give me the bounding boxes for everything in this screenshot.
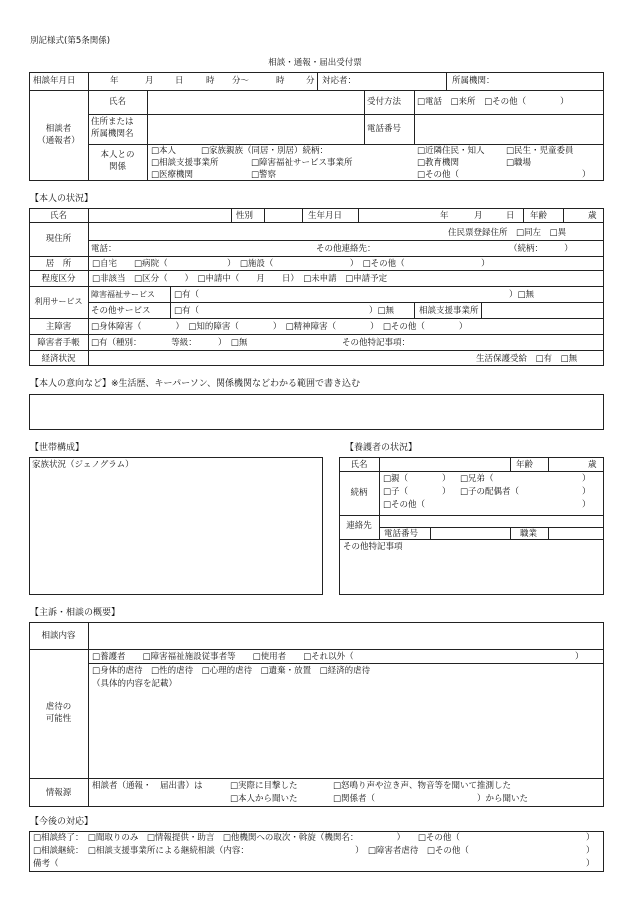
special-notes-label: その他特記事項： xyxy=(342,338,411,348)
address-label: 住所または xyxy=(91,117,134,127)
source-lead: 相談者（通報・ 届出書）は xyxy=(92,781,203,791)
relation-label-2: 関係 xyxy=(108,162,126,172)
relation-family[interactable]: □家族親族（同居・別居）続柄： xyxy=(201,146,329,156)
date-unit-hour: 時 xyxy=(206,76,215,86)
welfare-receipt[interactable]: 生活保護受給 □有 □無 xyxy=(476,354,578,364)
source-from-person[interactable]: □本人から聞いた xyxy=(230,794,298,804)
guardian-rel-child[interactable]: □子（ ） xyxy=(383,487,451,497)
relation-education[interactable]: □教育機関 xyxy=(417,158,460,168)
section-person: 【本人の状況】 xyxy=(30,194,94,204)
guardian-rel-sibling-close: ） xyxy=(582,474,591,484)
person-contact-relation: （続柄： ） xyxy=(509,244,573,254)
support-office-label: 相談支援事業所 xyxy=(419,306,479,316)
guardian-relation-label: 続柄 xyxy=(350,488,368,498)
genogram-label: 家族状況（ジェノグラム） xyxy=(32,460,134,470)
guardian-age-unit: 歳 xyxy=(588,460,597,470)
svc-other-label: その他サービス xyxy=(91,306,151,316)
form-title: 相談・通報・届出受付票 xyxy=(268,58,362,68)
relation-medical[interactable]: □医療機関 xyxy=(151,170,194,180)
guardian-job-label: 職業 xyxy=(520,529,538,539)
handbook-label: 障害者手帳 xyxy=(37,338,80,348)
person-phone-label: 電話： xyxy=(91,244,117,254)
future-remarks[interactable]: 備考（ xyxy=(33,859,59,869)
relation-support-office[interactable]: □相談支援事業所 xyxy=(151,158,219,168)
birth-unit-month: 月 xyxy=(474,211,483,221)
handler-label: 対応者： xyxy=(322,76,357,86)
guardian-name-label: 氏名 xyxy=(350,460,368,470)
registered-address[interactable]: 住民票登録住所 □同左 □異 xyxy=(448,228,567,238)
future-remarks-close: ） xyxy=(586,859,595,869)
relation-other-close: ） xyxy=(582,170,591,180)
guardian-rel-sibling[interactable]: □兄弟（ xyxy=(460,474,494,484)
abuser-options-close: ） xyxy=(575,652,584,662)
phone-label: 電話番号 xyxy=(367,124,402,134)
person-birth-label: 生年月日 xyxy=(308,211,343,221)
relation-self[interactable]: □本人 xyxy=(151,146,177,156)
future-end-options[interactable]: □相談終了： □聞取りのみ □情報提供・助言 □他機関への取次・斡旋（機関名： ） □その他（ xyxy=(33,833,460,843)
relation-police[interactable]: □警察 xyxy=(251,170,277,180)
abuse-possibility-label: 虐待の xyxy=(45,702,72,712)
section-household: 【世帯構成】 xyxy=(30,443,85,453)
person-other-contact-label: その他連絡先： xyxy=(316,244,376,254)
date-unit-hour-to: 時 xyxy=(276,76,285,86)
consultant-name-label: 氏名 xyxy=(108,97,126,107)
abuse-type-options[interactable]: □身体的虐待 □性的虐待 □心理的虐待 □遺棄・放置 □経済的虐待 xyxy=(92,666,371,676)
guardian-rel-other[interactable]: □その他（ xyxy=(383,500,426,510)
residence-options[interactable]: □自宅 □病院（ ） □施設（ ） □その他（ ） xyxy=(92,259,490,269)
disability-options[interactable]: □身体障害（ ） □知的障害（ ） □精神障害（ ） □その他（ ） xyxy=(91,322,468,332)
person-sex-label: 性別 xyxy=(236,211,254,221)
form-number: 別記様式(第5条関係) xyxy=(30,36,111,46)
handbook-options[interactable]: □有（種別： 等級： ） □無 xyxy=(91,338,248,348)
economic-label: 経済状況 xyxy=(41,354,76,364)
future-continue-close: ） xyxy=(586,846,595,856)
source-witnessed[interactable]: □実際に目撃した xyxy=(230,781,298,791)
guardian-rel-other-close: ） xyxy=(582,500,591,510)
relation-workplace[interactable]: □職場 xyxy=(506,158,532,168)
source-heard-sounds[interactable]: □怒鳴り声や泣き声、物音等を聞いて推測した xyxy=(333,781,512,791)
guardian-phone-label: 電話番号 xyxy=(384,529,419,539)
relation-other[interactable]: □その他（ xyxy=(417,170,460,180)
section-future: 【今後の対応】 xyxy=(30,817,94,827)
guardian-notes-label: その他特記事項 xyxy=(343,542,403,552)
date-unit-day: 日 xyxy=(175,76,184,86)
household-box[interactable] xyxy=(29,457,323,595)
consultant-sub-label: （通報者） xyxy=(37,136,80,146)
svc-welfare-label: 障害福祉サービス xyxy=(91,290,155,299)
person-address-label: 現住所 xyxy=(45,234,72,244)
address-label-2: 所属機関名 xyxy=(91,129,134,139)
relation-neighbor[interactable]: □近隣住民・知人 xyxy=(417,146,485,156)
category-label: 程度区分 xyxy=(41,274,76,284)
birth-unit-day: 日 xyxy=(506,211,515,221)
affiliation-label: 所属機関： xyxy=(452,76,495,86)
guardian-rel-child-spouse[interactable]: □子の配偶者（ xyxy=(460,487,520,497)
date-unit-month: 月 xyxy=(145,76,154,86)
relation-welfare-service[interactable]: □障害福祉サービス事業所 xyxy=(251,158,353,168)
relation-welfare-commissioner[interactable]: □民生・児童委員 xyxy=(506,146,574,156)
guardian-contact-label: 連絡先 xyxy=(346,521,372,531)
date-unit-year: 年 xyxy=(110,76,119,86)
section-guardian: 【養護者の状況】 xyxy=(345,443,418,453)
future-continue-options[interactable]: □相談継続： □相談支援事業所による継続相談（内容： ） □障害者虐待 □その他（ xyxy=(33,846,469,856)
svc-welfare-none[interactable]: ）□無 xyxy=(509,290,535,300)
reception-method-options[interactable]: □電話 □来所 □その他（ ） xyxy=(417,97,569,107)
svc-other-none[interactable]: ）□無 xyxy=(369,306,395,316)
services-label: 利用サービス xyxy=(34,297,83,306)
disability-label: 主障害 xyxy=(45,322,72,332)
svc-other-options[interactable]: □有（ xyxy=(174,306,200,316)
content-label: 相談内容 xyxy=(41,631,76,641)
consultant-label: 相談者 xyxy=(45,124,72,134)
relation-label: 本人との xyxy=(100,150,135,160)
svc-welfare-options[interactable]: □有（ xyxy=(174,290,200,300)
date-label: 相談年月日 xyxy=(33,76,76,86)
date-unit-minute-to: 分 xyxy=(306,76,315,86)
reception-method-label: 受付方法 xyxy=(367,97,402,107)
section-complaint: 【主訴・相談の概要】 xyxy=(30,608,121,618)
abuser-options[interactable]: □養護者 □障害福祉施設従事者等 □使用者 □それ以外（ xyxy=(92,652,354,662)
person-age-unit: 歳 xyxy=(588,211,597,221)
source-label: 情報源 xyxy=(45,788,72,798)
category-options[interactable]: □非該当 □区分（ ） □申請中（ 月 日） □未申請 □申請予定 xyxy=(92,274,388,284)
future-end-close: ） xyxy=(586,833,595,843)
guardian-rel-parent[interactable]: □親（ ） xyxy=(383,474,451,484)
person-name-label: 氏名 xyxy=(49,211,67,221)
residence-label: 居 所 xyxy=(45,259,72,269)
date-unit-minute-from: 分〜 xyxy=(232,76,250,86)
abuse-detail-note: （具体的内容を記載） xyxy=(92,679,178,689)
birth-unit-year: 年 xyxy=(440,211,449,221)
intention-box[interactable] xyxy=(29,394,604,430)
section-intention: 【本人の意向など】※生活歴、キーパーソン、関係機関などわかる範囲で書き込む xyxy=(30,379,361,389)
source-from-related[interactable]: □関係者（ ）から聞いた xyxy=(333,794,529,804)
abuse-possibility-label-2: 可能性 xyxy=(45,714,72,724)
guardian-rel-child-spouse-close: ） xyxy=(582,487,591,497)
guardian-age-label: 年齢 xyxy=(516,460,534,470)
person-age-label: 年齢 xyxy=(530,211,548,221)
